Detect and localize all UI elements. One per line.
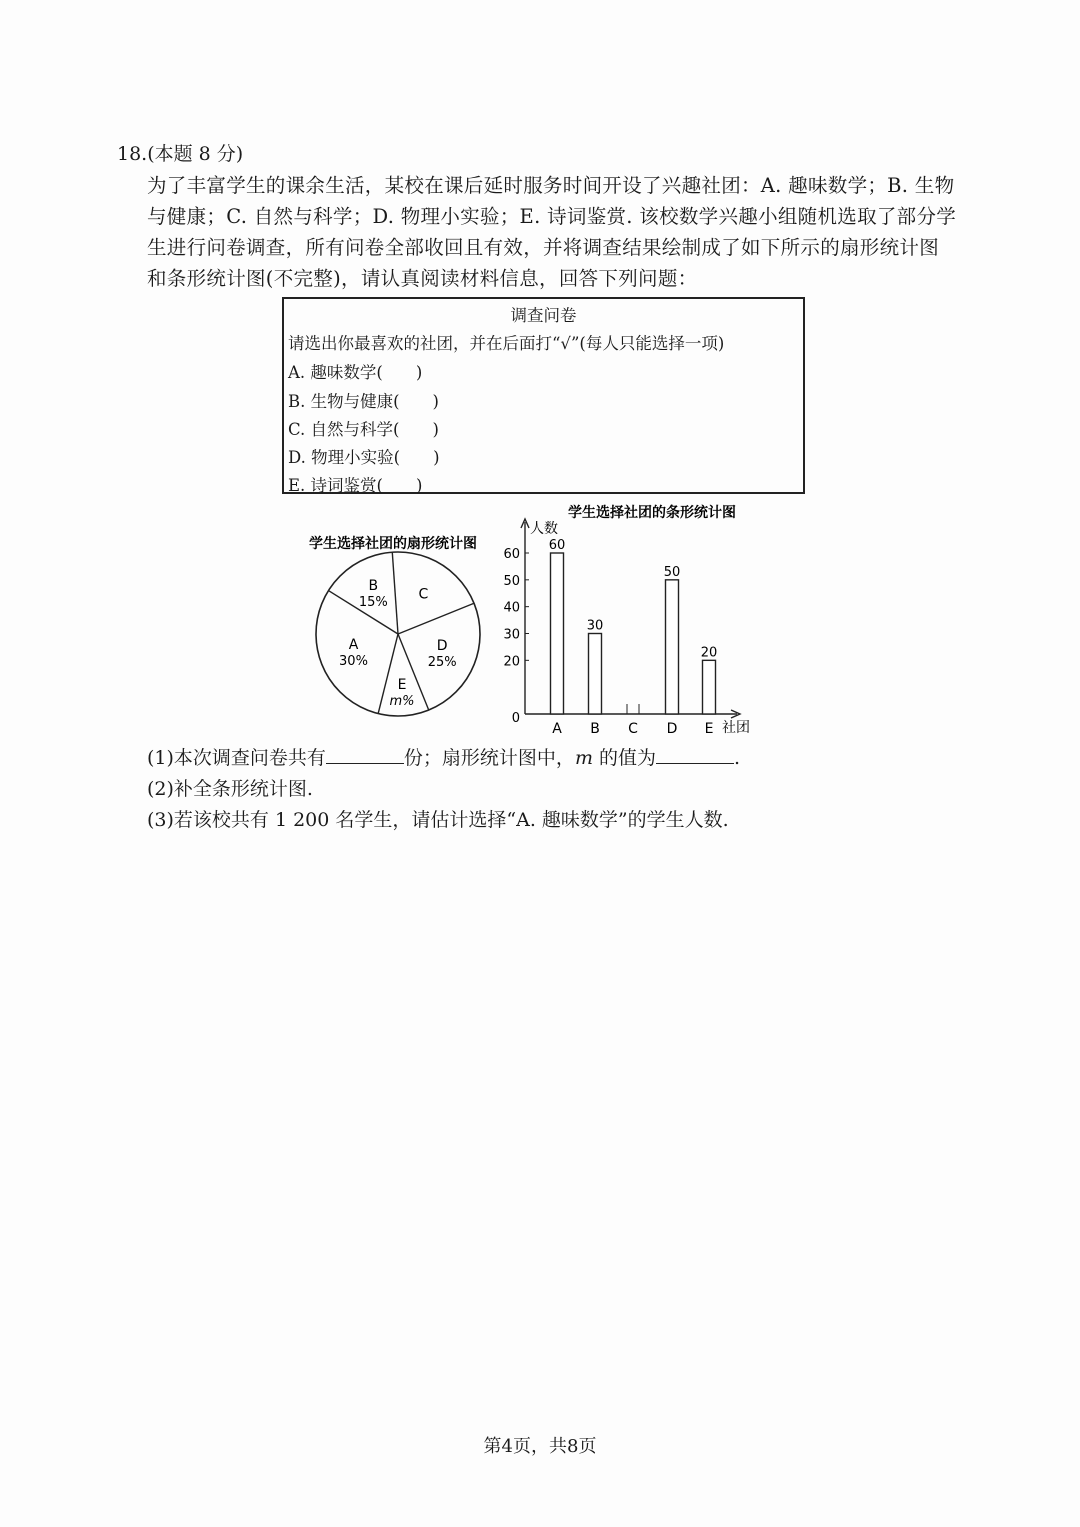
- y-axis-label: 人数: [530, 521, 558, 537]
- y-tick-label: 50: [503, 573, 520, 589]
- pie-title: 学生选择社团的扇形统计图: [309, 536, 477, 552]
- pie-chart: [316, 552, 480, 716]
- q1-var: m: [574, 747, 593, 769]
- question-text-line: 与健康；C. 自然与科学；D. 物理小实验；E. 诗词鉴赏. 该校数学兴趣小组随机选取了部分学: [147, 205, 957, 228]
- bar-value-label: 50: [663, 564, 681, 580]
- bar-value-label: 60: [548, 538, 566, 553]
- pie-slice-divider: [398, 603, 474, 634]
- question-3: (3)若该校共有 1 200 名学生，请估计选择“A. 趣味数学”的学生人数.: [147, 809, 729, 831]
- y-tick-label: 40: [503, 600, 520, 616]
- x-tick-label: B: [590, 721, 600, 737]
- q1-text: 的值为: [592, 747, 657, 769]
- survey-option: B. 生物与健康( ): [288, 392, 439, 411]
- survey-option: A. 趣味数学( ): [288, 363, 423, 382]
- survey-option: C. 自然与科学( ): [288, 420, 439, 439]
- question-text-line: 和条形统计图(不完整)，请认真阅读材料信息，回答下列问题：: [147, 267, 698, 290]
- survey-title: 调查问卷: [510, 306, 577, 325]
- bar: [551, 553, 564, 714]
- x-tick-label: D: [666, 721, 678, 737]
- bar-chart: [503, 519, 750, 737]
- pie-slice-percent: 30%: [339, 653, 368, 669]
- pie-slice-label: D: [436, 637, 448, 654]
- question-text-line: 生进行问卷调查，所有问卷全部收回且有效，并将调查结果绘制成了如下所示的扇形统计图: [147, 236, 940, 259]
- charts: [0, 0, 1080, 760]
- y-tick-label: 20: [503, 654, 520, 670]
- survey-instruction: 请选出你最喜欢的社团，并在后面打“√”(每人只能选择一项): [288, 334, 725, 353]
- pie-slice-percent: 15%: [358, 594, 388, 610]
- survey-option: E. 诗词鉴赏( ): [288, 476, 423, 495]
- bar: [589, 634, 602, 715]
- pie-slice-label: E: [397, 676, 407, 693]
- question-number: 18.(本题 8 分): [117, 143, 244, 165]
- x-tick-label: A: [552, 721, 562, 737]
- pie-slice-label: B: [368, 577, 379, 594]
- pie-slice-divider: [392, 552, 398, 634]
- x-axis-label: 社团: [722, 720, 750, 736]
- x-tick-label: C: [628, 721, 638, 737]
- x-tick-label: E: [704, 721, 714, 737]
- answer-blank-m: [656, 745, 734, 764]
- q1-text: .: [734, 747, 741, 769]
- bar: [703, 660, 716, 714]
- question-1: [147, 743, 740, 770]
- page-footer: 第4页，共8页: [483, 1436, 597, 1457]
- pie-slice-percent: m%: [389, 693, 415, 709]
- bar-title: 学生选择社团的条形统计图: [568, 505, 736, 521]
- bar-value-label: 20: [700, 645, 718, 661]
- pie-slice-label: C: [418, 586, 429, 603]
- question-2: (2)补全条形统计图.: [147, 778, 313, 800]
- bar: [666, 580, 679, 714]
- pie-slice-label: A: [348, 636, 359, 653]
- y-tick-label: 30: [503, 627, 520, 643]
- question-text-line: 为了丰富学生的课余生活，某校在课后延时服务时间开设了兴趣社团：A. 趣味数学；B. 生物: [147, 174, 955, 197]
- answer-blank-total: [326, 745, 404, 764]
- bar-value-label: 30: [586, 618, 604, 634]
- y-tick-label: 60: [503, 547, 520, 562]
- q1-text: (1)本次调查问卷共有: [147, 747, 326, 769]
- q1-text: 份；扇形统计图中，: [403, 747, 575, 769]
- y-tick-label: 0: [511, 711, 520, 726]
- pie-slice-percent: 25%: [427, 654, 457, 670]
- survey-option: D. 物理小实验( ): [288, 448, 440, 467]
